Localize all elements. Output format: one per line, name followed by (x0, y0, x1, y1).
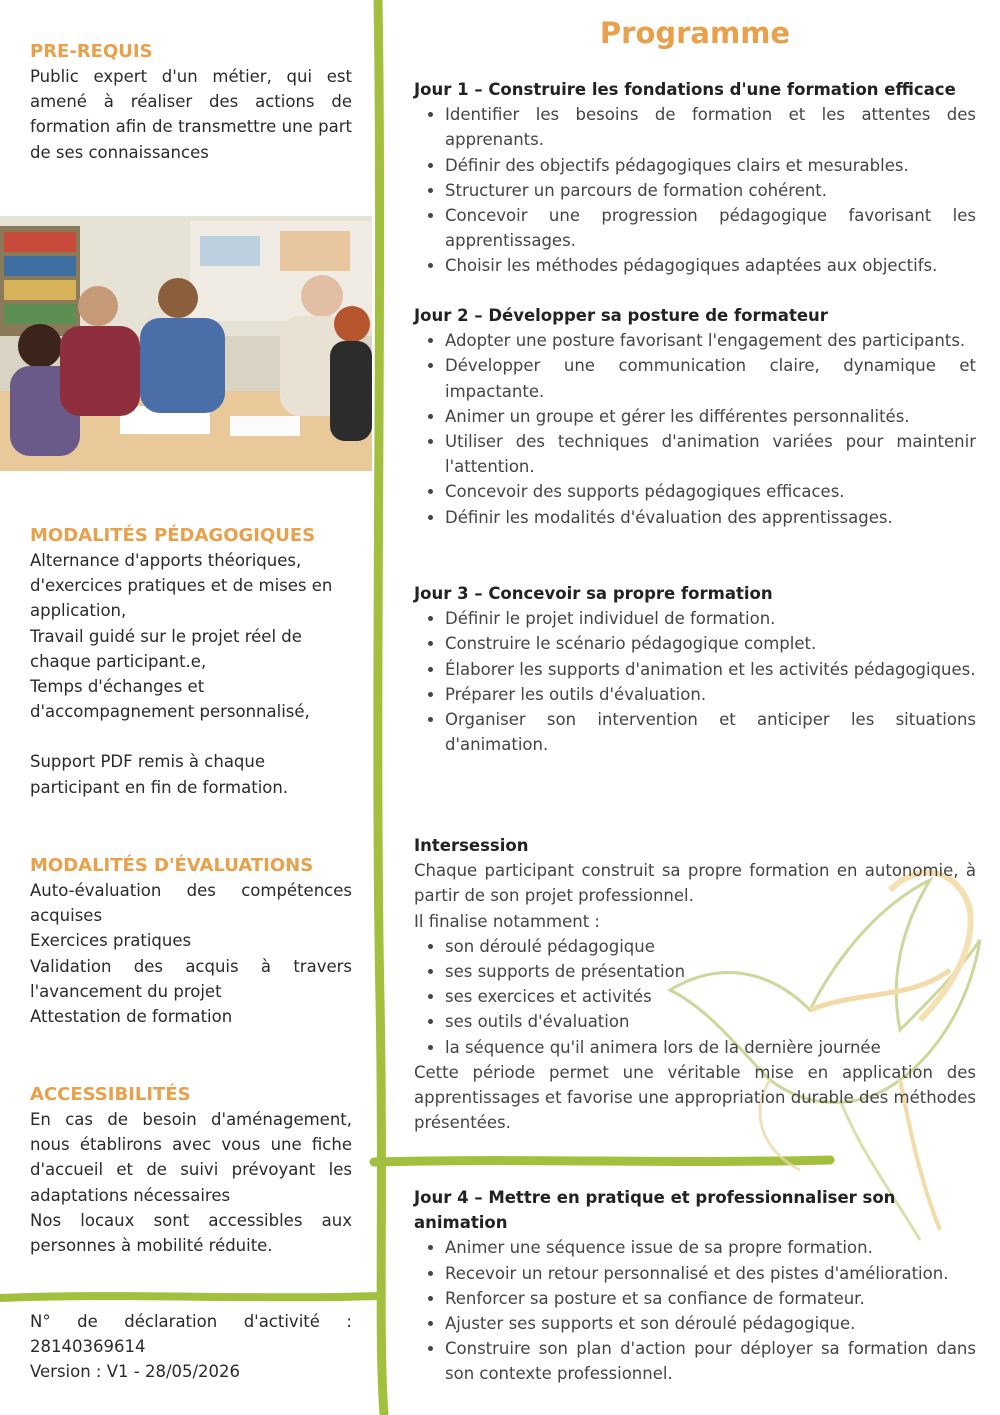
day1-list (414, 102, 976, 278)
list-item: • ses exercices et activités (445, 984, 976, 1009)
intersession-section (414, 833, 976, 1135)
day2-list (414, 328, 976, 530)
list-item: • ses supports de présentation (445, 959, 976, 984)
intersession-lead: Il finalise notamment : (414, 911, 600, 931)
list-item: • Animer une séquence issue de sa propre formation. (445, 1235, 976, 1260)
accessibilites-line: En cas de besoin d'aménagement, nous établirons avec vous une fiche d'accueil et de suivi prévoyant les adaptations nécessaires (30, 1110, 352, 1205)
program-title: Programme (599, 16, 791, 50)
intersession-outro: Cette période permet une véritable mise en application des apprentissages et favorise une appropriation durable des méthodes présentées. (414, 1062, 976, 1133)
support-line: Support PDF remis à chaque participant en fin de formation. (30, 752, 289, 797)
day1-section (414, 77, 976, 279)
list-item: • Concevoir des supports pédagogiques efficaces. (445, 479, 976, 504)
day4-list (414, 1235, 976, 1386)
modalites-pedagogiques-title: MODALITÉS PÉDAGOGIQUES (30, 525, 316, 546)
intersession-list (414, 934, 976, 1060)
list-item: • son déroulé pédagogique (445, 934, 976, 959)
modalites-line: Temps d'échanges et d'accompagnement personnalisé, (30, 677, 310, 722)
group-training-photo (0, 216, 372, 471)
day4-title: Jour 4 – Mettre en pratique et professionnaliser son animation (414, 1188, 896, 1233)
day3-list (414, 606, 976, 757)
prerequis-text: Public expert d'un métier, qui est amené à réaliser des actions de formation afin de transmettre une part de ses connaissances (30, 67, 352, 162)
accessibilites-title: ACCESSIBILITÉS (30, 1084, 191, 1105)
modalites-pedagogiques-section (30, 523, 352, 800)
list-item: • Utiliser des techniques d'animation variées pour maintenir l'attention. (445, 429, 976, 479)
list-item: • Renforcer sa posture et sa confiance de formateur. (445, 1286, 976, 1311)
intersession-title: Intersession (414, 836, 529, 855)
list-item: • Concevoir une progression pédagogique favorisant les apprentissages. (445, 203, 976, 253)
modalites-evaluations-section (30, 853, 352, 1029)
modalites-evaluations-title: MODALITÉS D'ÉVALUATIONS (30, 855, 314, 876)
accessibilites-section (30, 1082, 352, 1258)
day3-title: Jour 3 – Concevoir sa propre formation (414, 584, 773, 603)
modalites-pedagogiques-text (30, 548, 352, 800)
accessibilites-line: Nos locaux sont accessibles aux personnes à mobilité réduite. (30, 1210, 352, 1256)
prerequis-title: PRE-REQUIS (30, 41, 153, 62)
intersession-intro: Chaque participant construit sa propre formation en autonomie, à partir de son projet professionnel. (414, 861, 976, 906)
evaluation-line: Auto-évaluation des compétences acquises (30, 881, 352, 926)
list-item: • Définir les modalités d'évaluation des apprentissages. (445, 505, 976, 530)
day1-title: Jour 1 – Construire les fondations d'une formation efficace (414, 80, 956, 99)
accessibilites-text (30, 1107, 352, 1258)
modalites-line: Travail guidé sur le projet réel de chaque participant.e, (30, 626, 302, 671)
day4-section (414, 1185, 976, 1387)
list-item: • Ajuster ses supports et son déroulé pédagogique. (445, 1311, 976, 1336)
evaluation-line: Validation des acquis à travers l'avancement du projet (30, 956, 352, 1001)
list-item: • Définir le projet individuel de formation. (445, 606, 976, 631)
list-item: • Construire son plan d'action pour déployer sa formation dans son contexte professionnel. (445, 1336, 976, 1386)
list-item: • Préparer les outils d'évaluation. (445, 682, 976, 707)
list-item: • Structurer un parcours de formation cohérent. (445, 178, 976, 203)
evaluation-line: Attestation de formation (30, 1007, 233, 1027)
list-item: • Recevoir un retour personnalisé et des pistes d'amélioration. (445, 1261, 976, 1286)
evaluation-line: Exercices pratiques (30, 931, 192, 951)
list-item: • Développer une communication claire, dynamique et impactante. (445, 353, 976, 403)
list-item: • Adopter une posture favorisant l'engagement des participants. (445, 328, 976, 353)
list-item: • Construire le scénario pédagogique complet. (445, 631, 976, 656)
day3-section (414, 581, 976, 757)
list-item: • Animer un groupe et gérer les différentes personnalités. (445, 404, 976, 429)
list-item: • Choisir les méthodes pédagogiques adaptées aux objectifs. (445, 253, 976, 278)
day2-title: Jour 2 – Développer sa posture de formateur (414, 306, 828, 325)
list-item: • Élaborer les supports d'animation et les activités pédagogiques. (445, 657, 976, 682)
modalites-line: Alternance d'apports théoriques, d'exercices pratiques et de mises en application, (30, 551, 333, 621)
list-item: • la séquence qu'il animera lors de la dernière journée (445, 1035, 976, 1060)
declaration-text: N° de déclaration d'activité : 28140369614 (30, 1312, 352, 1357)
list-item: • Identifier les besoins de formation et les attentes des apprenants. (445, 102, 976, 152)
evaluations-text (30, 878, 352, 1029)
list-item: • Définir des objectifs pédagogiques clairs et mesurables. (445, 153, 976, 178)
list-item: • Organiser son intervention et anticiper les situations d'animation. (445, 707, 976, 757)
prerequis-section (30, 39, 352, 165)
version-text: Version : V1 - 28/05/2026 (30, 1362, 241, 1382)
list-item: • ses outils d'évaluation (445, 1009, 976, 1034)
footer-section (30, 1309, 352, 1385)
day2-section (414, 303, 976, 530)
